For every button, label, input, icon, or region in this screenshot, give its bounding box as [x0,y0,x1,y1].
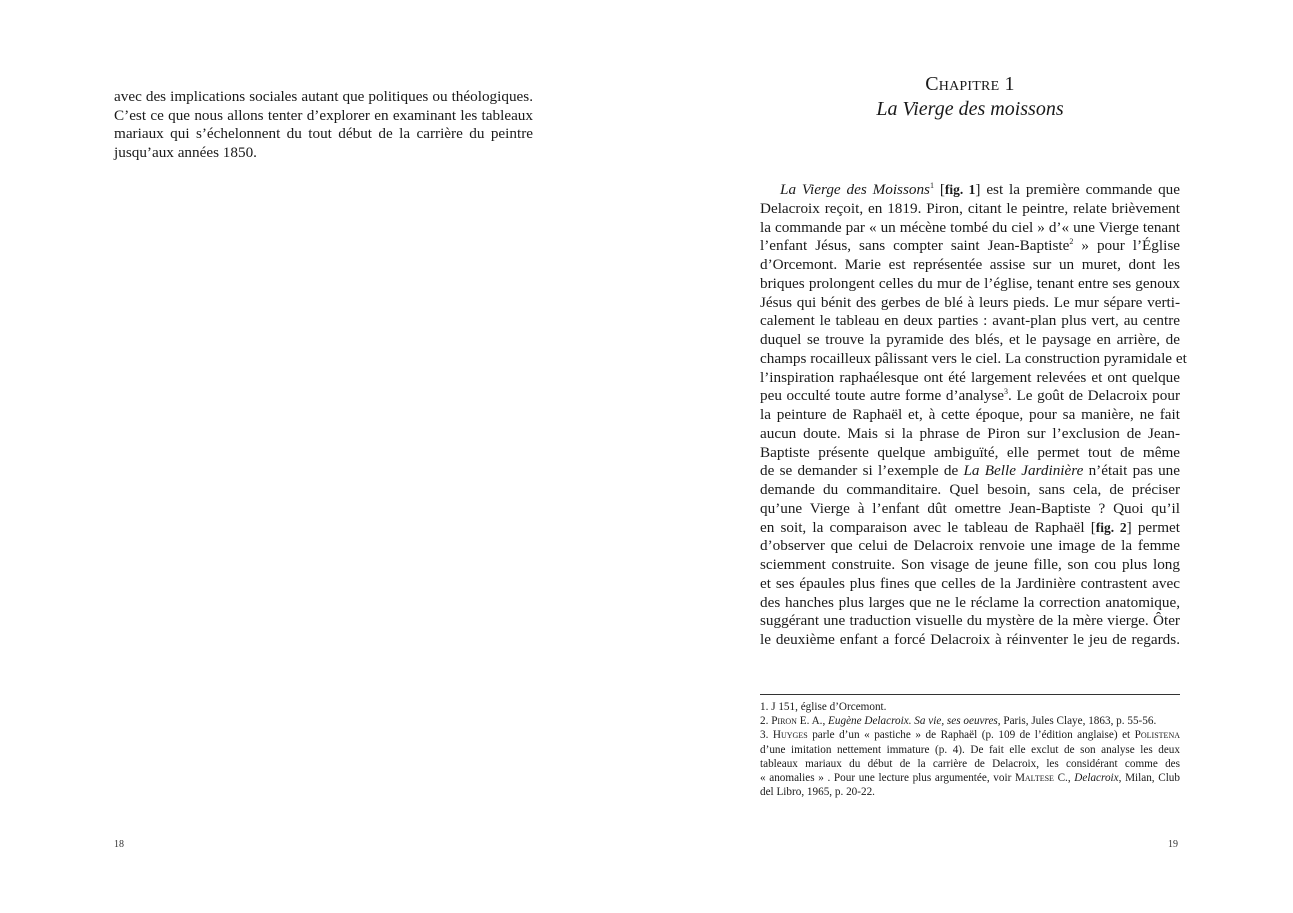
footnote-line: d’une imitation nettement immature (p. 4). De fait elle exclut de son analyse les deux [760,743,1180,756]
figure-ref: fig. 1 [944,182,976,197]
text-line: le deuxième enfant a forcé Delacroix à réinventer le jeu de regards. [760,631,1180,648]
text-line: calement le tableau en deux parties : avant-plan plus vert, au centre [760,312,1180,330]
text-line: briques prolongent celles du mur de l’église, tenant entre ses genoux [760,274,1180,292]
page-number-right: 19 [1168,839,1178,850]
text-line: qu’une Vierge à l’enfant dût omettre Jean-Baptiste ? Quoi qu’il [760,499,1180,517]
footnote-1: 1. J 151, église d’Orcemont. [760,701,887,713]
text-line: mariaux qui s’échelonnent du tout début de la carrière du peintre [114,125,533,143]
author-name: Huyges [772,729,808,742]
text-line: en soit, la comparaison avec le tableau de Raphaël [fig. 2] permet [760,518,1180,536]
page-number-left: 18 [114,839,124,850]
text-line: et ses épaules plus fines que celles de la Jardinière contrastent avec [760,574,1180,592]
footnote-3 [760,728,1180,799]
text-line: de se demander si l’exemple de La Belle Jardinière n’était pas une [760,462,1181,480]
footnote-line: « anomalies » . Pour une lecture plus argumentée, voir Maltese C., Delacroix, Milan, Club [760,772,1180,785]
left-page-text [114,88,533,162]
text-line: jusqu’aux années 1850. [114,143,257,161]
footnote-ref: 1 [929,180,934,190]
chapter-heading [760,72,1180,122]
text-line: Baptiste présente quelque ambiguïté, elle permet tout de même [760,443,1180,461]
text-line: La Vierge des Moissons$^1$ [fig. 1] est la première commande que [780,180,1181,198]
book-title: Eugène Delacroix. Sa vie, ses oeuvres [828,715,998,728]
chapter-label: Chapitre 1 [925,73,1015,95]
text-line: demande du commanditaire. Quel besoin, sans cela, de préciser [760,481,1180,498]
text-line: champs rocailleux pâlissant vers le ciel. La construction pyramidale et [760,349,1187,367]
author-name: Maltese [1014,772,1054,785]
text-line: la commande par « un mécène tombé du ciel » d’« une Vierge tenant [760,218,1180,236]
text-line: Delacroix reçoit, en 1819. Piron, citant le peintre, relate brièvement [760,199,1180,217]
artwork-title: La Belle Jardinière [963,462,1084,480]
text-line: avec des implications sociales autant que politiques ou théologiques. [114,88,533,105]
text-line: l’inspiration raphaélesque ont été largement relevées et ont quelque [760,368,1180,386]
footnote-line: 3. Huyges parle d’un « pastiche » de Raphaël (p. 109 de l’édition anglaise) et Polistena [760,729,1180,742]
footnote-line: tableaux mariaux du début de la carrière de Delacroix, les considérant comme des [760,757,1180,770]
text-line: C’est ce que nous allons tenter d’explorer en examinant les tableaux [114,106,533,124]
footnotes [760,694,1180,799]
author-name: Piron [771,715,797,728]
text-line: l’enfant Jésus, sans compter saint Jean-Baptiste$^2$ » pour l’Église [760,237,1180,255]
footnote-ref: 2 [1069,237,1074,247]
text-line: d’Orcemont. Marie est représentée assise sur un muret, dont les [760,256,1180,273]
book-title: Delacroix [1074,772,1119,785]
text-line: des hanches plus larges que ne le réclame la correction anatomique, [760,593,1180,611]
figure-ref: fig. 2 [1095,519,1127,535]
text-line: aucun doute. Mais si la phrase de Piron sur l’exclusion de Jean- [760,424,1180,442]
text-line: sciemment construite. Son visage de jeune fille, son cou plus long [760,556,1180,573]
artwork-title: La Vierge des Moissons [780,181,930,198]
text-line: peu occulté toute autre forme d’analyse$^3$. Le goût de Delacroix pour [760,387,1180,405]
text-line: Jésus qui bénit des gerbes de blé à leurs pieds. Le mur sépare verti- [760,293,1180,311]
footnote-line: del Libro, 1965, p. 20-22. [760,786,875,799]
chapter-title: La Vierge des moissons [876,98,1064,120]
chapter-body [760,180,1187,650]
text-line: d’observer que celui de Delacroix renvoie une image de la femme [760,537,1180,555]
footnote-2: 2. Piron E. A., Eugène Delacroix. Sa vie, ses oeuvres, Paris, Jules Claye, 1863, p. 55-56. [760,715,1157,728]
text-line: suggérant une traduction visuelle du mystère de la mère vierge. Ôter [760,612,1180,630]
left-paragraph [114,88,533,162]
footnote-ref: 3 [1004,387,1009,397]
text-line: la peinture de Raphaël et, à cette époque, pour sa manière, ne fait [760,406,1180,423]
author-name: Polistena [1134,729,1180,742]
text-line: duquel se trouve la pyramide des blés, et le paysage en arrière, de [760,331,1180,348]
